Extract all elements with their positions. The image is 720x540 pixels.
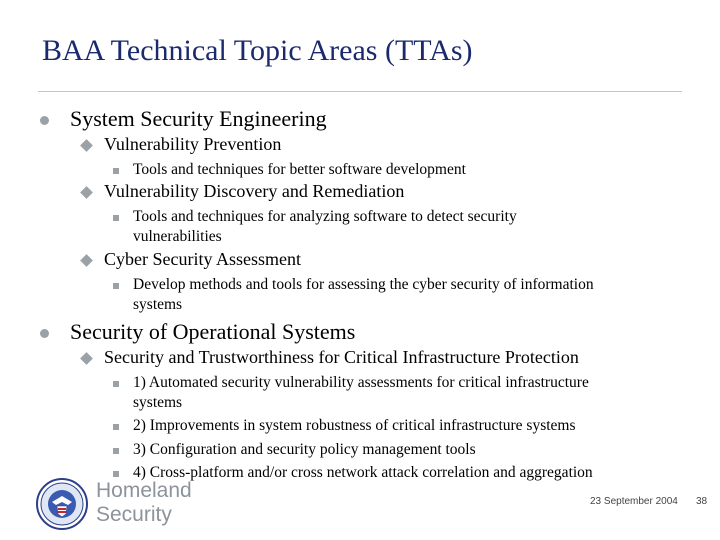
point-bullet xyxy=(113,424,119,430)
logo-text-line1: Homeland xyxy=(96,479,192,502)
point-text: 4) Cross-platform and/or cross network attack correlation and aggregation xyxy=(133,464,593,481)
point-text-continuation: systems xyxy=(133,394,183,411)
point-bullet xyxy=(113,215,119,221)
subsection-bullet xyxy=(80,139,93,152)
point-text: Develop methods and tools for assessing the cyber security of information xyxy=(133,276,594,293)
section-bullet xyxy=(40,116,49,125)
point-bullet xyxy=(113,283,119,289)
homeland-security-logo xyxy=(36,476,216,532)
point-bullet xyxy=(113,168,119,174)
point-text: 2) Improvements in system robustness of critical infrastructure systems xyxy=(133,417,576,434)
point-text: 3) Configuration and security policy management tools xyxy=(133,441,476,458)
point-text: Tools and techniques for better software development xyxy=(133,161,466,178)
page-number: 38 xyxy=(696,496,708,507)
point-text: 1) Automated security vulnerability assessments for critical infrastructure xyxy=(133,374,589,391)
subsection-heading-cyber-security-assessment: Cyber Security Assessment xyxy=(104,249,301,269)
subsection-heading-critical-infrastructure-protection: Security and Trustworthiness for Critical Infrastructure Protection xyxy=(104,347,579,367)
point-text-continuation: vulnerabilities xyxy=(133,228,222,245)
footer-date: 23 September 2004 xyxy=(590,496,678,507)
point-bullet xyxy=(113,448,119,454)
dhs-seal-icon xyxy=(36,478,88,530)
logo-text-line2: Security xyxy=(96,503,172,526)
subsection-heading-vulnerability-discovery: Vulnerability Discovery and Remediation xyxy=(104,181,405,201)
point-text-continuation: systems xyxy=(133,296,183,313)
subsection-bullet xyxy=(80,186,93,199)
subsection-bullet xyxy=(80,254,93,267)
point-bullet xyxy=(113,381,119,387)
section-heading-system-security-engineering: System Security Engineering xyxy=(70,106,327,131)
subsection-bullet xyxy=(80,352,93,365)
section-bullet xyxy=(40,329,49,338)
slide-title: BAA Technical Topic Areas (TTAs) xyxy=(42,34,473,67)
title-divider xyxy=(38,91,682,92)
point-text: Tools and techniques for analyzing software to detect security xyxy=(133,208,517,225)
subsection-heading-vulnerability-prevention: Vulnerability Prevention xyxy=(104,134,282,154)
section-heading-security-of-operational-systems: Security of Operational Systems xyxy=(70,319,356,344)
